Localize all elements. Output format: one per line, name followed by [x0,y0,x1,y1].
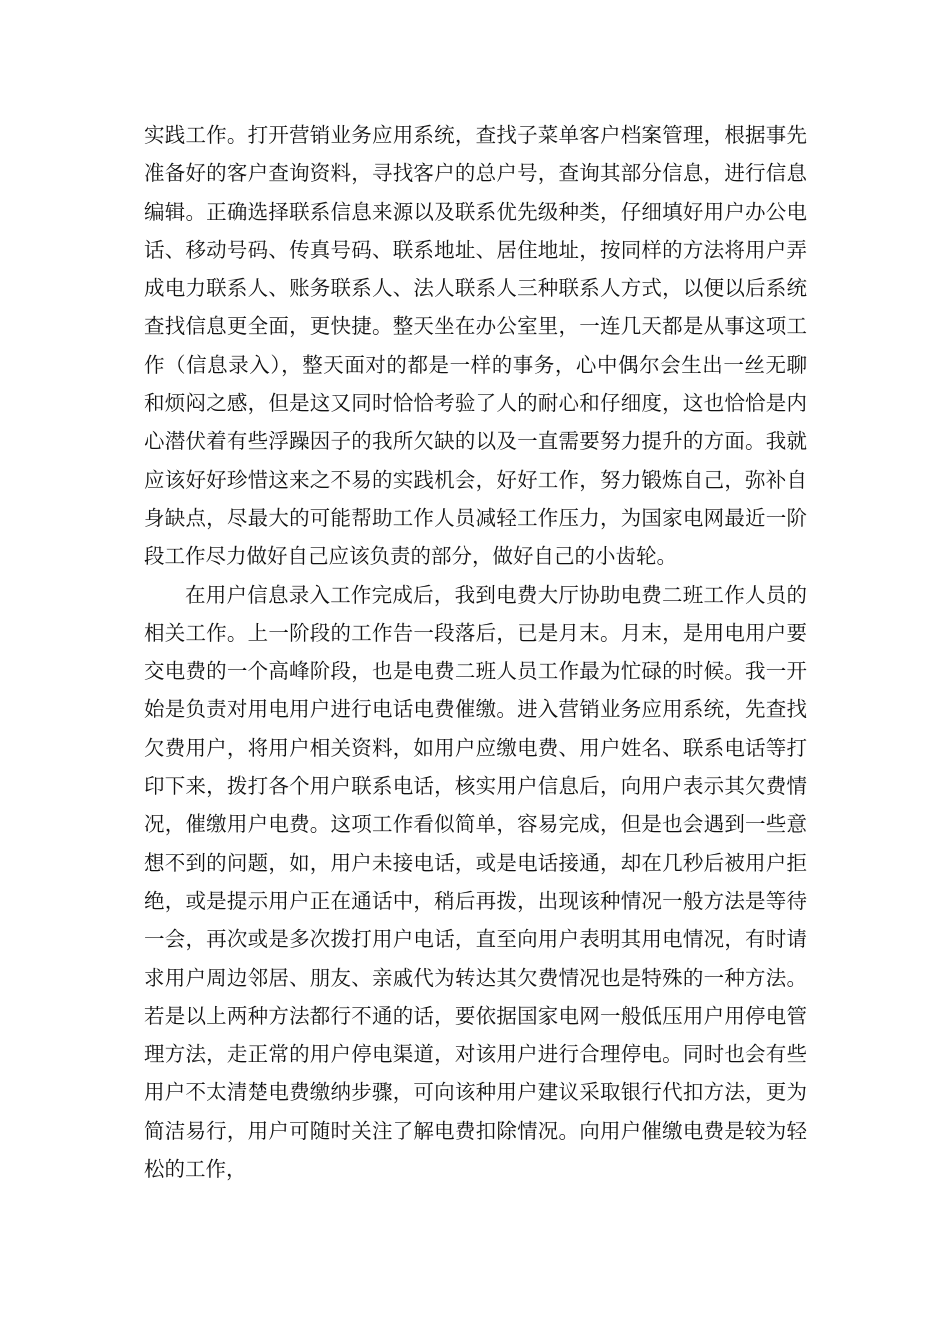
paragraph-2: 在用户信息录入工作完成后，我到电费大厅协助电费二班工作人员的相关工作。上一阶段的工作告一段落后，已是月末。月末，是用电用户要交电费的一个高峰阶段，也是电费二班人员工作最为忙碌的时候。我一开始是负责对用电用户进行电话电费催缴。进入营销业务应用系统，先查找欠费用户，将用户相关资料，如用户应缴电费、用户姓名、联系电话等打印下来，拨打各个用户联系电话，核实用户信息后，向用户表示其欠费情况，催缴用户电费。这项工作看似简单，容易完成，但是也会遇到一些意想不到的问题，如，用户未接电话，或是电话接通，却在几秒后被用户拒绝，或是提示用户正在通话中，稍后再拨，出现该种情况一般方法是等待一会，再次或是多次拨打用户电话，直至向用户表明其用电情况，有时请求用户周边邻居、朋友、亲戚代为转达其欠费情况也是特殊的一种方法。若是以上两种方法都行不通的话，要依据国家电网一般低压用户用停电管理方法，走正常的用户停电渠道，对该用户进行合理停电。同时也会有些用户不太清楚电费缴纳步骤，可向该种用户建议采取银行代扣方法，更为简洁易行，用户可随时关注了解电费扣除情况。向用户催缴电费是较为轻松的工作， [144,582,807,1182]
body-text [144,116,807,1188]
paragraph-1: 实践工作。打开营销业务应用系统，查找子菜单客户档案管理，根据事先准备好的客户查询资料，寻找客户的总户号，查询其部分信息，进行信息编辑。正确选择联系信息来源以及联系优先级种类，仔细填好用户办公电话、移动号码、传真号码、联系地址、居住地址，按同样的方法将用户弄成电力联系人、账务联系人、法人联系人三种联系人方式，以便以后系统查找信息更全面，更快捷。整天坐在办公室里，一连几天都是从事这项工作（信息录入），整天面对的都是一样的事务，心中偶尔会生出一丝无聊和烦闷之感，但是这又同时恰恰考验了人的耐心和仔细度，这也恰恰是内心潜伏着有些浮躁因子的我所欠缺的以及一直需要努力提升的方面。我就应该好好珍惜这来之不易的实践机会，好好工作，努力锻炼自己，弥补自身缺点，尽最大的可能帮助工作人员减轻工作压力，为国家电网最近一阶段工作尽力做好自己应该负责的部分，做好自己的小齿轮。 [144,123,807,569]
